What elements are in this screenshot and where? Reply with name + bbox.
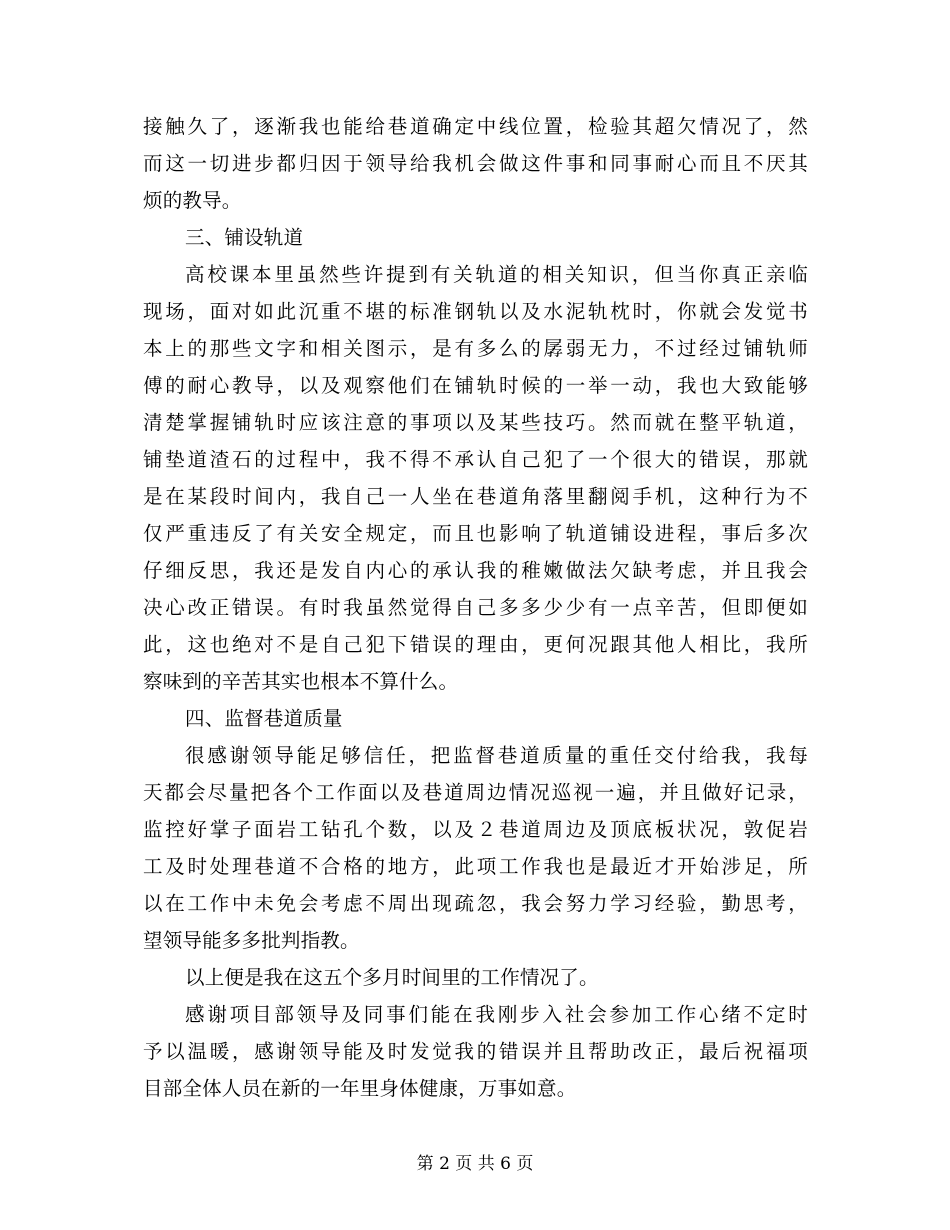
paragraph-line: 目部全体人员在新的一年里身体健康，万事如意。	[143, 1077, 577, 1100]
paragraph-line: 感谢项目部领导及同事们能在我刚步入社会参加工作心绪不定时	[185, 1003, 808, 1026]
paragraph-line: 望领导能多多批判指教。	[143, 929, 360, 952]
paragraph-line: 傅的耐心教导，以及观察他们在铺轨时候的一举一动，我也大致能够	[143, 374, 808, 397]
paragraph-line: 本上的那些文字和相关图示，是有多么的孱弱无力，不过经过铺轨师	[143, 337, 808, 360]
paragraph-line: 察味到的辛苦其实也根本不算什么。	[143, 670, 459, 693]
paragraph-line: 现场，面对如此沉重不堪的标准钢轨以及水泥轨枕时，你就会发觉书	[143, 300, 808, 323]
paragraph-line: 铺垫道渣石的过程中，我不得不承认自己犯了一个很大的错误，那就	[143, 448, 808, 471]
document-body	[143, 108, 808, 1107]
paragraph-line: 天都会尽量把各个工作面以及巷道周边情况巡视一遍，并且做好记录，	[143, 781, 808, 804]
paragraph-line: 清楚掌握铺轨时应该注意的事项以及某些技巧。然而就在整平轨道，	[143, 411, 808, 434]
paragraph-line: 予以温暖，感谢领导能及时发觉我的错误并且帮助改正，最后祝福项	[143, 1040, 808, 1063]
paragraph-line: 高校课本里虽然些许提到有关轨道的相关知识，但当你真正亲临	[185, 263, 808, 286]
paragraph-line: 而这一切进步都归因于领导给我机会做这件事和同事耐心而且不厌其	[143, 152, 808, 175]
paragraph-line: 是在某段时间内，我自己一人坐在巷道角落里翻阅手机，这种行为不	[143, 485, 808, 508]
section-heading: 四、监督巷道质量	[185, 707, 343, 730]
paragraph-line: 以在工作中未免会考虑不周出现疏忽，我会努力学习经验，勤思考，	[143, 892, 808, 915]
paragraph-line: 仅严重违反了有关安全规定，而且也影响了轨道铺设进程，事后多次	[143, 522, 808, 545]
paragraph-line: 烦的教导。	[143, 189, 242, 212]
paragraph-line: 监控好掌子面岩工钻孔个数，以及２巷道周边及顶底板状况，敦促岩	[143, 818, 808, 841]
paragraph-line: 此，这也绝对不是自己犯下错误的理由，更何况跟其他人相比，我所	[143, 633, 808, 656]
paragraph-line: 接触久了，逐渐我也能给巷道确定中线位置，检验其超欠情况了，然	[143, 115, 808, 138]
page-number-footer: 第 2 页 共 6 页	[416, 1154, 534, 1174]
paragraph-line: 以上便是我在这五个多月时间里的工作情况了。	[185, 966, 599, 989]
paragraph-line: 决心改正错误。有时我虽然觉得自己多多少少有一点辛苦，但即便如	[143, 596, 808, 619]
paragraph-line: 仔细反思，我还是发自内心的承认我的稚嫩做法欠缺考虑，并且我会	[143, 559, 808, 582]
paragraph-line: 工及时处理巷道不合格的地方，此项工作我也是最近才开始涉足，所	[143, 855, 808, 878]
section-heading: 三、铺设轨道	[185, 226, 304, 249]
paragraph-line: 很感谢领导能足够信任，把监督巷道质量的重任交付给我，我每	[185, 744, 808, 767]
